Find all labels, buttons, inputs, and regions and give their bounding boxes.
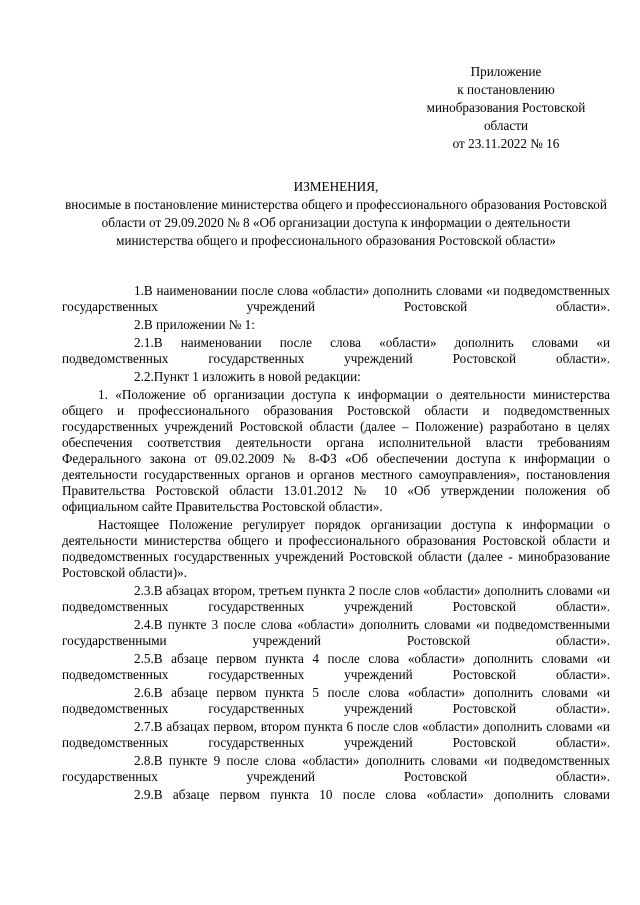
paragraph: 2.8.В пункте 9 после слова «области» дополнить словами «и подведомственных государственных учреждений Ростовской области». [62, 753, 610, 784]
appendix-line: к постановлению [457, 82, 555, 97]
paragraph: 2.6.В абзаце первом пункта 5 после слова «области» дополнить словами «и подведомственных государственных учреждений Ростовской области». [62, 685, 610, 716]
paragraph: 2.4.В пункте 3 после слова «области» дополнить словами «и подведомственными государственными учреждений Ростовской области». [62, 617, 610, 648]
paragraph: 1. «Положение об организации доступа к информации о деятельности министерства общего и профессионального образования Ростовской области и подведомственных государственных учреждений Ростовской области (далее – Положение) разработано в целях обеспечения соответствия деятельности органа исполнительной власти требованиям Федерального закона от 09.02.2009 № 8-ФЗ «Об обеспечении доступа к информации о деятельности государственных органов и органов местного самоуправления», постановления Правительства Ростовской области 13.01.2012 № 10 «Об утверждении положения об официальном сайте Правительства Ростовской области». [62, 387, 610, 514]
document-body [62, 283, 610, 805]
paragraph: 2.1.В наименовании после слова «области» дополнить словами «и подведомственных государственных учреждений Ростовской области». [62, 335, 610, 366]
appendix-header [408, 63, 604, 153]
paragraph: 2.3.В абзацах втором, третьем пункта 2 после слов «области» дополнить словами «и подведомственных государственных учреждений Ростовской области». [62, 583, 610, 614]
appendix-line: от 23.11.2022 № 16 [452, 136, 560, 151]
document-title [62, 178, 610, 250]
appendix-line: минобразования Ростовской [426, 100, 586, 115]
appendix-line: Приложение [470, 64, 542, 79]
paragraph: 2.9.В абзаце первом пункта 10 после слова «области» дополнить словами [134, 787, 610, 802]
title-subtitle: вносимые в постановление министерства общего и профессионального образования Ростовской области от 29.09.2020 № 8 «Об организации доступа к информации о деятельности министерства общего и профессионального образования Ростовской области» [65, 197, 607, 248]
appendix-line: области [483, 118, 529, 133]
paragraph: 2.2.Пункт 1 изложить в новой редакции: [134, 369, 361, 384]
paragraph: 2.5.В абзаце первом пункта 4 после слова «области» дополнить словами «и подведомственных государственных учреждений Ростовской области». [62, 651, 610, 682]
paragraph: 2.В приложении № 1: [134, 317, 255, 332]
paragraph: 1.В наименовании после слова «области» дополнить словами «и подведомственных государственных учреждений Ростовской области». [62, 283, 610, 314]
paragraph: Настоящее Положение регулирует порядок организации доступа к информации о деятельности министерства общего и профессионального образования Ростовской области и подведомственных государственных учреждений Ростовской области (далее - минобразование Ростовской области)». [62, 517, 610, 580]
paragraph: 2.7.В абзацах первом, втором пункта 6 после слов «области» дополнить словами «и подведомственных государственных учреждений Ростовской области». [62, 719, 610, 750]
title-heading: ИЗМЕНЕНИЯ, [293, 179, 379, 194]
